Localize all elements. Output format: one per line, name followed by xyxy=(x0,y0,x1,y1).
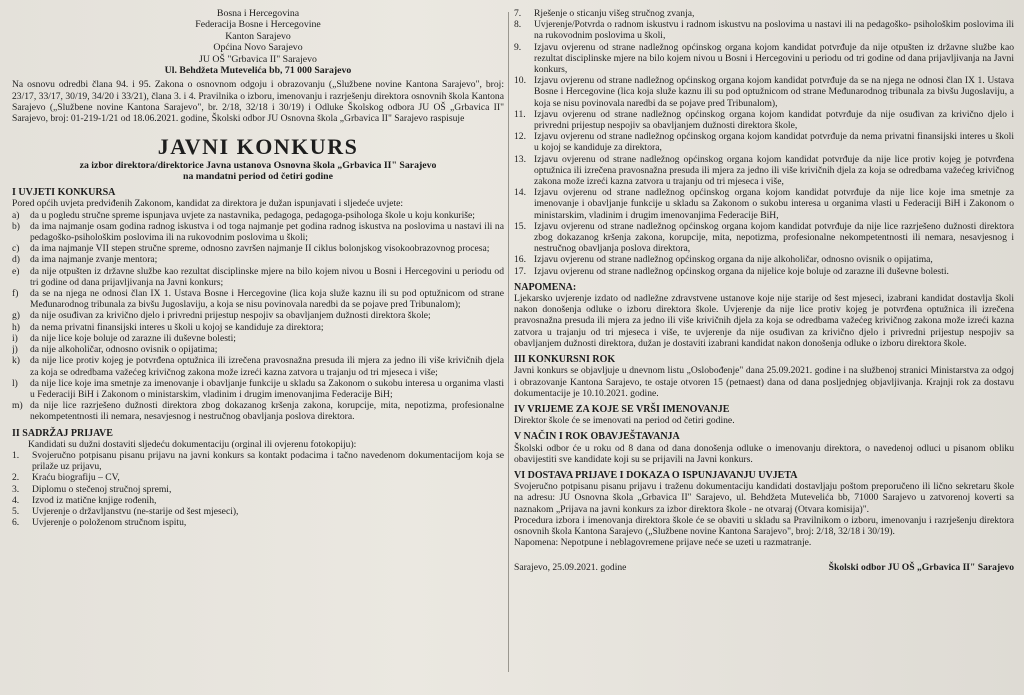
item-marker: 3. xyxy=(12,483,20,495)
list-item xyxy=(12,344,504,355)
item-marker: 15. xyxy=(514,220,526,232)
subtitle: na mandatni period od četiri godine xyxy=(183,171,333,183)
item-text: Uvjerenje/Potvrda o radnom iskustvu i radnom iskustvu na poslovima u nastavi ili na pedagoško- psihološkim poslovima ili na rukovodnim poslovima u školi, xyxy=(534,19,1014,42)
conditions-list xyxy=(12,210,504,423)
item-marker: 7. xyxy=(514,8,522,19)
item-text: Diplomu o stečenoj stručnoj spremi, xyxy=(32,483,172,495)
item-marker: b) xyxy=(12,220,20,232)
item-text: Izjavu ovjerenu od strane nadležnog općinskog organa kojom kandidat potvrđuje da nije otpušten iz državne službe kao rezultat disciplinske mjere na bilo kojem nivou u Bosni i Hercegovini u periodu od tri godine od dana prijavljivanja na Javni konkurs, xyxy=(534,41,1014,76)
item-text: Izjavu ovjerenu od strane nadležnog općinskog organa da nije alkoholičar, odnosno ovisnik o opijatima, xyxy=(534,254,933,266)
list-item xyxy=(514,254,1014,265)
item-text: da nije lice koje ima smetnje za imenovanje i obavljanje funkcije u skladu sa Zakonom o sukobu interesa u organima vlasti u Federaciji BiH i Zakonom o ministarskim, vladinim i drugim imenovanjima Federacije BiH; xyxy=(30,377,504,400)
section-heading: III KONKURSNI ROK xyxy=(514,354,616,366)
preamble: Na osnovu odredbi člana 94. i 95. Zakona o osnovnom odgoju i obrazovanju („Službene novine Kantona Sarajevo", broj: 23/17, 33/17, 30/19, 34/20 i 33/21), člana 3. i 4. Pravilnika o izboru, imenovanju i razrješenju direktora osnovnih škola Kantona Sarajevo („Službene novine Kantona Sarajevo", br. 2/18, 32/18 i 30/19) i Odluke Školskog odbora JU OŠ „Grbavica II" Sarajevo, broj: 01-219-1/21 od 18.06.2021. godine, Školski odbor JU Osnovna škola „Grbavica II" Sarajevo raspisuje xyxy=(12,79,504,125)
item-marker: g) xyxy=(12,310,20,322)
section-heading: V NAČIN I ROK OBAVJEŠTAVANJA xyxy=(514,431,680,443)
section-heading: NAPOMENA: xyxy=(514,281,577,293)
item-marker: 5. xyxy=(12,505,20,517)
list-item xyxy=(12,517,504,528)
item-text: Izjavu ovjerenu od strane nadležnog općinskog organa kojom kandidat potvrđuje da nema privatni finansijski interes u školi u kojoj se kandiduje za direktora, xyxy=(534,131,1014,154)
list-item xyxy=(514,75,1014,109)
list-item xyxy=(12,221,504,243)
item-marker: j) xyxy=(12,344,18,356)
list-item xyxy=(12,322,504,333)
list-item xyxy=(514,187,1014,221)
signing-organization: Školski odbor JU OŠ „Grbavica II" Sarajevo xyxy=(828,562,1014,574)
section-heading: II SADRŽAJ PRIJAVE xyxy=(12,427,113,439)
section-text: Direktor škole će se imenovati na period od četiri godine. xyxy=(514,415,735,427)
item-marker: 9. xyxy=(514,41,522,53)
section-intro: Kandidati su dužni dostaviti sljedeću dokumentaciju (orginal ili ovjerenu fotokopiju): xyxy=(28,438,357,450)
list-item xyxy=(12,472,504,483)
item-marker: e) xyxy=(12,265,20,277)
section-heading: I UVJETI KONKURSA xyxy=(12,187,116,199)
institution-header xyxy=(12,8,504,76)
item-marker: 4. xyxy=(12,494,20,506)
list-item xyxy=(514,8,1014,19)
list-item xyxy=(514,131,1014,153)
list-item xyxy=(12,243,504,254)
right-column xyxy=(514,8,1014,688)
signature-block xyxy=(514,562,1014,573)
item-marker: h) xyxy=(12,321,20,333)
item-text: Izjavu ovjerenu od strane nadležnog općinskog organa kojom kandidat potvrđuje da nije lice razrješeno dužnosti direktora zbog dokazanog kršenja zakona, korupcije, mita, nepotizma, profesionalne nekompetentnosti ili nemara, nesavjesnog i nestručnog obavljanja poslova direktora, xyxy=(534,220,1014,255)
item-text: da ima najmanje osam godina radnog iskustva i od toga najmanje pet godina radnog iskustva na poslovima u nastavi ili na pedagoško-psihološkim poslovima ili na rukovodnim poslovima u školi; xyxy=(30,220,504,244)
item-text: Izjavu ovjerenu od strane nadležnog općinskog organa kojom kandidat potvrđuje da nije lice koje ima smetnje za imenovanje i obavljanje funkcije u skladu sa Zakonom o sukobu interesa u organima vlasti u Federaciji BiH i Zakonom o ministarskim, vladinim i drugim imenovanjima Federacije BiH, xyxy=(534,187,1014,221)
list-item xyxy=(12,450,504,472)
item-text: da se na njega ne odnosi član IX 1. Ustava Bosne i Hercegovine (lica koja služe kaznu ili su pod optužnicom od strane Međunarodnog tribunala za bivšu Jugoslaviju, a koja se nisu povinovala naredbi da se pojave pred Tribunalom); xyxy=(30,288,504,311)
list-item xyxy=(514,221,1014,255)
list-item xyxy=(12,333,504,344)
item-text: da nema privatni finansijski interes u školi u kojoj se kandiduje za direktora; xyxy=(30,321,324,333)
item-marker: 14. xyxy=(514,187,526,199)
documents-list xyxy=(12,450,504,528)
item-text: Izjavu ovjerenu od strane nadležnog općinskog organa kojom kandidat potvrđuje da se na njega ne odnosi član IX 1. Ustava Bosne i Hercegovine (lica koja služe kaznu ili su pod optužnicom od strane Međunarodnog tribunala za bivšu Jugoslaviju, a koja se nisu povinovala naredbi da se pojave pred Tribunalom), xyxy=(534,75,1014,109)
item-marker: l) xyxy=(12,377,18,389)
item-text: Svojeručno potpisanu pisanu prijavu na javni konkurs sa kontakt podacima i tačno navedenom dokumentacijom koja se prilaže uz prijavu, xyxy=(32,449,504,473)
list-item xyxy=(12,254,504,265)
section-heading: VI DOSTAVA PRIJAVE I DOKAZA O ISPUNJAVANJU UVJETA xyxy=(514,469,798,481)
item-text: da nije lice protiv kojeg je potvrđena optužnica ili izrečena pravosnažna presuda ili mjera za jedno ili više krivičnih djela za koja se odredbama važećeg krivičnog zakona može izreći kazna zatvora u trajanju od tri mjeseca i više; xyxy=(30,355,504,378)
list-item xyxy=(12,266,504,288)
header-address: Ul. Behdžeta Mutevelića bb, 71 000 Sarajevo xyxy=(164,65,352,77)
procedure-text: Procedura izbora i imenovanja direktora škole će se obaviti u skladu sa Pravilnikom o izboru, imenovanju i razrješenju direktora osnovnih škola Kantona Sarajevo („Službene novine Kantona Sarajevo", broj: 2/18, 32/18 i 30/19). xyxy=(514,514,1014,537)
item-text: Izvod iz matične knjige rođenih, xyxy=(32,494,157,506)
section-heading: IV VRIJEME ZA KOJE SE VRŠI IMENOVANJE xyxy=(514,403,730,415)
item-text: da ima najmanje VII stepen stručne spreme, odnosno završen najmanje II ciklus bolonjskog visokoobrazovnog procesa; xyxy=(30,243,490,255)
item-marker: k) xyxy=(12,355,20,367)
list-item xyxy=(12,495,504,506)
item-marker: 11. xyxy=(514,108,526,120)
list-item xyxy=(514,109,1014,131)
item-text: da u pogledu stručne spreme ispunjava uvjete za nastavnika, pedagoga, pedagoga-psihologa škole u koju konkuriše; xyxy=(30,209,475,221)
list-item xyxy=(12,288,504,310)
item-marker: i) xyxy=(12,332,18,344)
list-item xyxy=(12,506,504,517)
column-divider xyxy=(508,12,509,672)
documents-list-continued xyxy=(514,8,1014,277)
item-text: da nije osuđivan za krivično djelo i privredni prijestup nespojiv sa obavljanjem dužnosti direktora škole; xyxy=(30,310,431,322)
left-column xyxy=(12,8,504,688)
item-text: da nije lice koje boluje od zarazne ili duševne bolesti; xyxy=(30,332,236,344)
item-marker: 8. xyxy=(514,19,522,31)
item-marker: 16. xyxy=(514,254,526,266)
item-text: da ima najmanje zvanje mentora; xyxy=(30,254,158,266)
item-text: Izjavu ovjerenu od strane nadležnog općinskog organa da nijelice koje boluje od zarazne ili duševne bolesti. xyxy=(534,265,949,277)
subtitle: za izbor direktora/direktorice Javna ustanova Osnovna škola „Grbavica II" Sarajevo xyxy=(79,160,437,172)
section-text: Svojeručno potpisanu pisanu prijavu i traženu dokumentaciju kandidati dostavljaju poštom preporučeno ili lično sekretaru škole na adresu: JU Osnovna škola „Grbavica II" Sarajevo, ul. Behdžeta Mutevelića bb, 71000 Sarajevo u zatvorenoj koverti sa naznakom „Prijava na javni konkurs za izbor direktora škole - ne otvaraj (Otvara komisija)". xyxy=(514,481,1014,515)
header-line: Općina Novo Sarajevo xyxy=(213,42,303,54)
item-marker: 2. xyxy=(12,472,20,484)
list-item xyxy=(12,355,504,377)
list-item xyxy=(514,42,1014,76)
list-item xyxy=(514,154,1014,188)
list-item xyxy=(12,484,504,495)
section-text: Školski odbor će u roku od 8 dana od dana donošenja odluke o imenovanju direktora, o navedenoj odluci u pisanom obliku obavijestiti sve kandidate koji su se prijavili na Javni konkurs. xyxy=(514,442,1014,465)
header-line: Federacija Bosne i Hercegovine xyxy=(195,19,321,31)
page-title: JAVNI KONKURS xyxy=(157,134,359,160)
item-text: Uvjerenje o položenom stručnom ispitu, xyxy=(32,517,187,529)
item-text: da nije lice razrješeno dužnosti direktora zbog dokazanog kršenja zakona, korupcije, mita, nepotizma, profesionalne nekompetentnosti ili nemara, nesavjesnog i nestručnog obavljanja poslova direktora. xyxy=(30,400,504,423)
item-text: da nije otpušten iz državne službe kao rezultat disciplinske mjere na bilo kojem nivou u Bosni i Hercegovini u periodu od tri godine od dana prijavljivanja na Javni konkurs; xyxy=(30,265,504,288)
list-item xyxy=(514,266,1014,277)
item-marker: a) xyxy=(12,209,20,221)
item-text: Rješenje o sticanju višeg stručnog zvanja, xyxy=(534,8,695,19)
section-intro: Pored općih uvjeta predviđenih Zakonom, kandidat za direktora je dužan ispunjavati i sljedeće uvjete: xyxy=(12,198,404,210)
item-text: Izjavu ovjerenu od strane nadležnog općinskog organa kojom kandidat potvrđuje da nije osuđivan za krivično djelo i privredni prijestup nespojiv sa obavljanjem dužnosti direktora škole, xyxy=(534,108,1014,132)
item-marker: 10. xyxy=(514,75,526,87)
list-item xyxy=(12,378,504,400)
header-line: JU OŠ "Grbavica II" Sarajevo xyxy=(199,53,317,65)
final-note: Napomena: Nepotpune i neblagovremene prijave neće se uzeti u razmatranje. xyxy=(514,537,812,549)
list-item xyxy=(12,210,504,221)
list-item xyxy=(12,400,504,422)
item-text: Uvjerenje o državljanstvu (ne-starije od šest mjeseci), xyxy=(32,505,239,517)
header-line: Kanton Sarajevo xyxy=(225,30,291,42)
item-marker: m) xyxy=(12,400,23,412)
item-marker: 17. xyxy=(514,265,526,277)
header-line: Bosna i Hercegovina xyxy=(216,8,300,19)
list-item xyxy=(12,310,504,321)
item-text: Izjavu ovjerenu od strane nadležnog općinskog organa kojom kandidat potvrđuje da nije lice protiv kojeg je potvrđena optužnica ili izrečena pravosnažna presuda ili mjera za jedno ili više krivičnih djela za koja se odredbama važećeg krivičnog zakona može izreći kazna zatvora u trajanju od tri mjeseca i više, xyxy=(534,153,1014,188)
item-marker: 12. xyxy=(514,131,526,143)
section-text: Javni konkurs se objavljuje u dnevnom listu „Oslobođenje" dana 25.09.2021. godine i na službenoj stranici Ministarstva za odgoj i obrazovanje Kantona Sarajevo, te ostaje otvoren 15 (petnaest) dana od dana posljednjeg objavljivanja. Krajnji rok za dostavu dokumentacije je 10.10.2021. godine. xyxy=(514,365,1014,399)
place-date: Sarajevo, 25.09.2021. godine xyxy=(514,562,627,574)
note-text: Ljekarsko uvjerenje izdato od nadležne zdravstvene ustanove koje nije starije od šest mjeseci, izabrani kandidat dostavlja školi nakon donošenja odluke o izboru direktora škole. Uvjerenje da nije lice protiv kojeg je potvrđena optužnica ili izrečena pravosnažna presuda ili mjera za jedno ili više krivičnih djela za koja se odredbama važećeg krivičnog zakona može izreći kazna zatvora u trajanju od tri mjeseca i više, te uvjerenje da nije osuđivan za krivično djelo i privredni prijestup nespojiv sa obavljanjem dužnosti direktora, dužan je dostaviti izabrani kandidat nakon donošenja odluke o izboru direktora škole. xyxy=(514,293,1014,349)
item-marker: 1. xyxy=(12,449,20,461)
item-marker: 6. xyxy=(12,517,20,529)
item-marker: c) xyxy=(12,243,20,255)
item-text: da nije alkoholičar, odnosno ovisnik o opijatima; xyxy=(30,344,218,356)
item-marker: f) xyxy=(12,288,19,300)
item-marker: 13. xyxy=(514,153,526,165)
list-item xyxy=(514,19,1014,41)
item-text: Kraću biografiju – CV, xyxy=(32,472,120,484)
item-marker: d) xyxy=(12,254,20,266)
